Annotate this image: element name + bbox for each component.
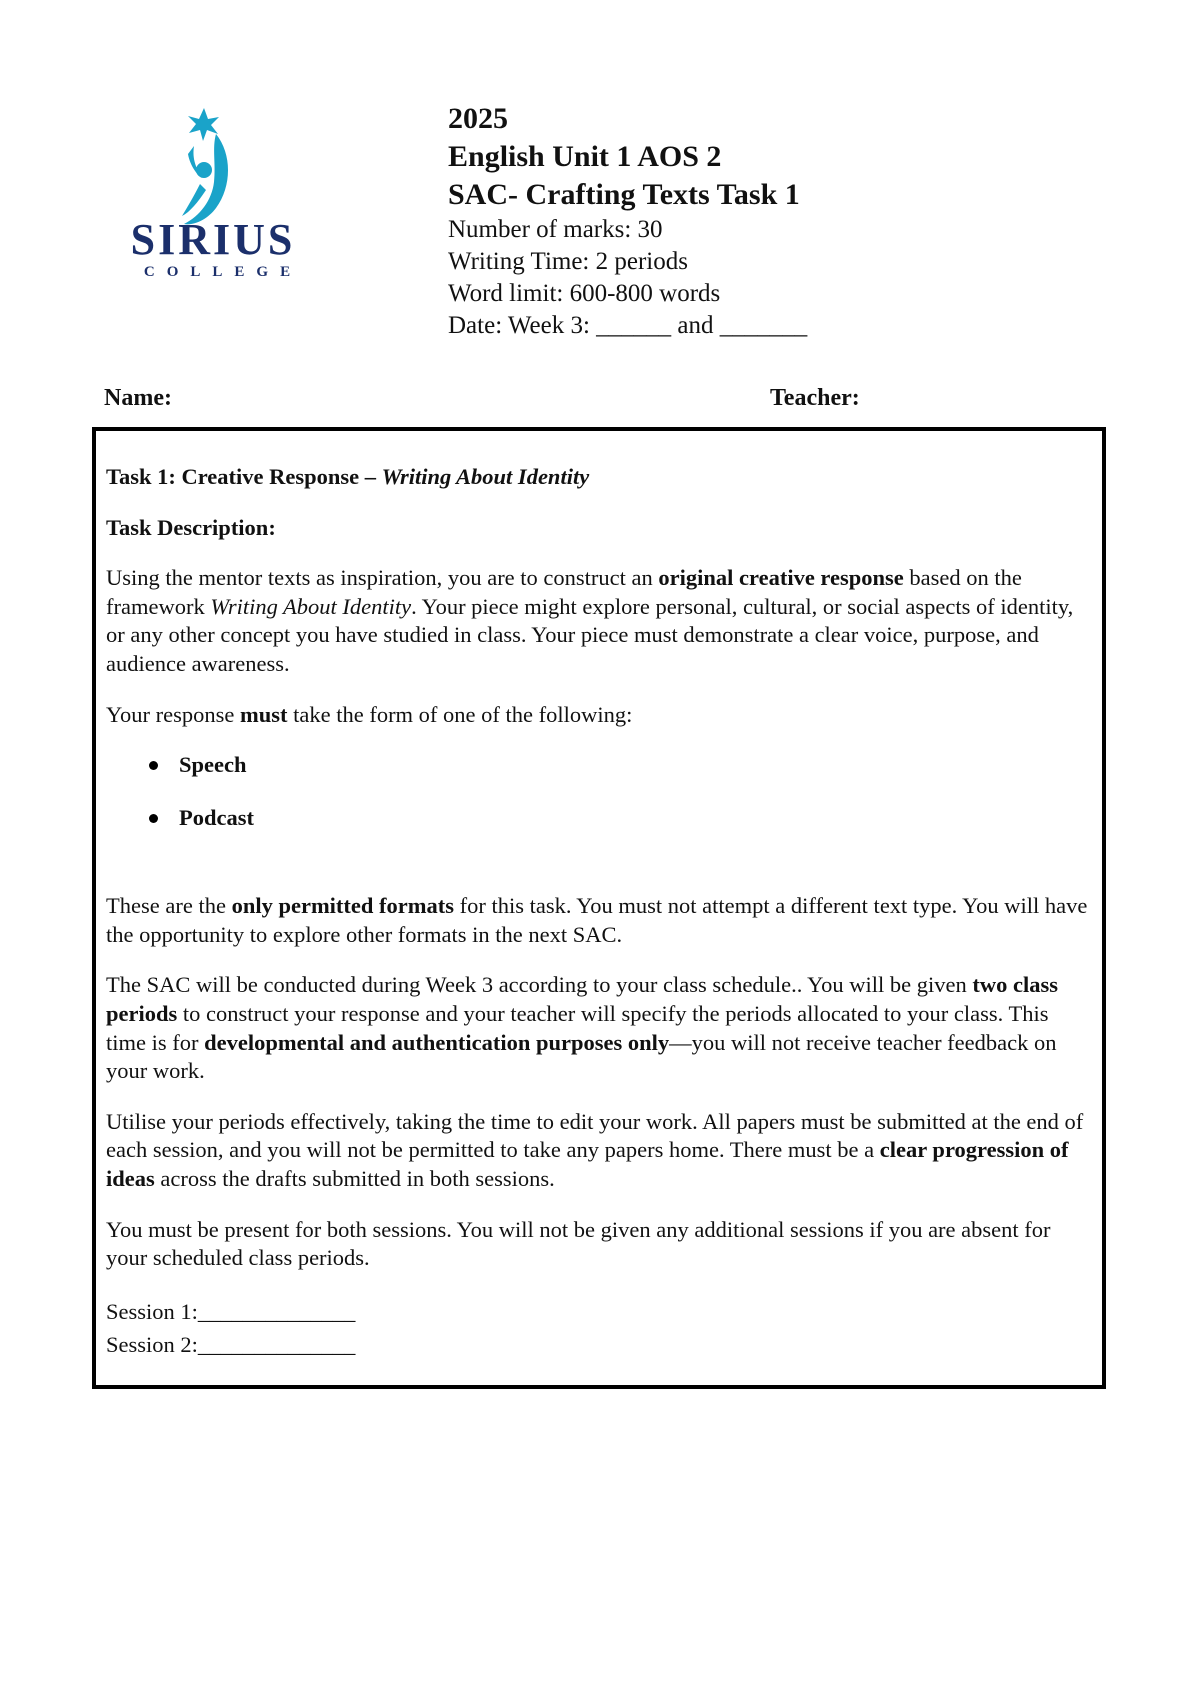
header-marks: Number of marks: 30 [448, 216, 663, 243]
star-figure-icon [108, 104, 318, 304]
task-paragraph-2: Your response must take the form of one of the following: [106, 701, 633, 727]
logo-wordmark: SIRIUS [130, 215, 296, 264]
header-subject: English Unit 1 AOS 2 [448, 140, 722, 173]
header-date: Date: Week 3: ______ and _______ [448, 312, 808, 339]
task-box [92, 427, 1106, 1389]
name-label: Name: [104, 385, 172, 411]
logo-subtext: COLLEGE [143, 264, 303, 280]
task-title-italic: Writing About Identity [381, 464, 590, 489]
task-paragraph-3: These are the only permitted formats for this task. You must not attempt a different text type. You will have the opportunity to explore other formats in the next SAC. [106, 893, 1088, 947]
document-header [448, 100, 807, 342]
task-paragraph-5: Utilise your periods effectively, taking the time to edit your work. All papers must be submitted at the end of each session, and you will not be permitted to take any papers home. There must be a clear progression of ideas across the drafts submitted in both sessions. [106, 1108, 1084, 1191]
sirius-college-logo [108, 104, 318, 304]
task-description-label: Task Description: [106, 514, 276, 540]
task-paragraph-4: The SAC will be conducted during Week 3 according to your class schedule.. You will be given two class periods to construct your response and your teacher will specify the periods allocated to your class. This time is for developmental and authentication purposes only—you will not receive teacher feedback on your work. [106, 972, 1058, 1084]
list-item: Speech [106, 751, 1088, 779]
header-word-limit: Word limit: 600-800 words [448, 280, 721, 307]
header-task: SAC- Crafting Texts Task 1 [448, 178, 800, 211]
teacher-label: Teacher: [770, 385, 860, 411]
bullet-icon [149, 761, 158, 770]
task-title: Task 1: Creative Response – Writing About Identity [106, 464, 590, 489]
session-1-field: Session 1:______________ [106, 1298, 356, 1324]
header-year: 2025 [448, 102, 508, 135]
session-2-field: Session 2:______________ [106, 1331, 356, 1357]
bullet-icon [149, 814, 158, 823]
task-paragraph-1: Using the mentor texts as inspiration, you are to construct an original creative response based on the framework Writing About Identity. Your piece might explore personal, cultural, or social aspects of identity, or any other concept you have studied in class. Your piece must demonstrate a clear voice, purpose, and audience awareness. [106, 565, 1074, 676]
list-item: Podcast [106, 804, 1088, 832]
format-list [106, 751, 1088, 832]
task-paragraph-6: You must be present for both sessions. You will not be given any additional sessions if you are absent for your scheduled class periods. [106, 1216, 1051, 1271]
header-writing-time: Writing Time: 2 periods [448, 248, 688, 275]
